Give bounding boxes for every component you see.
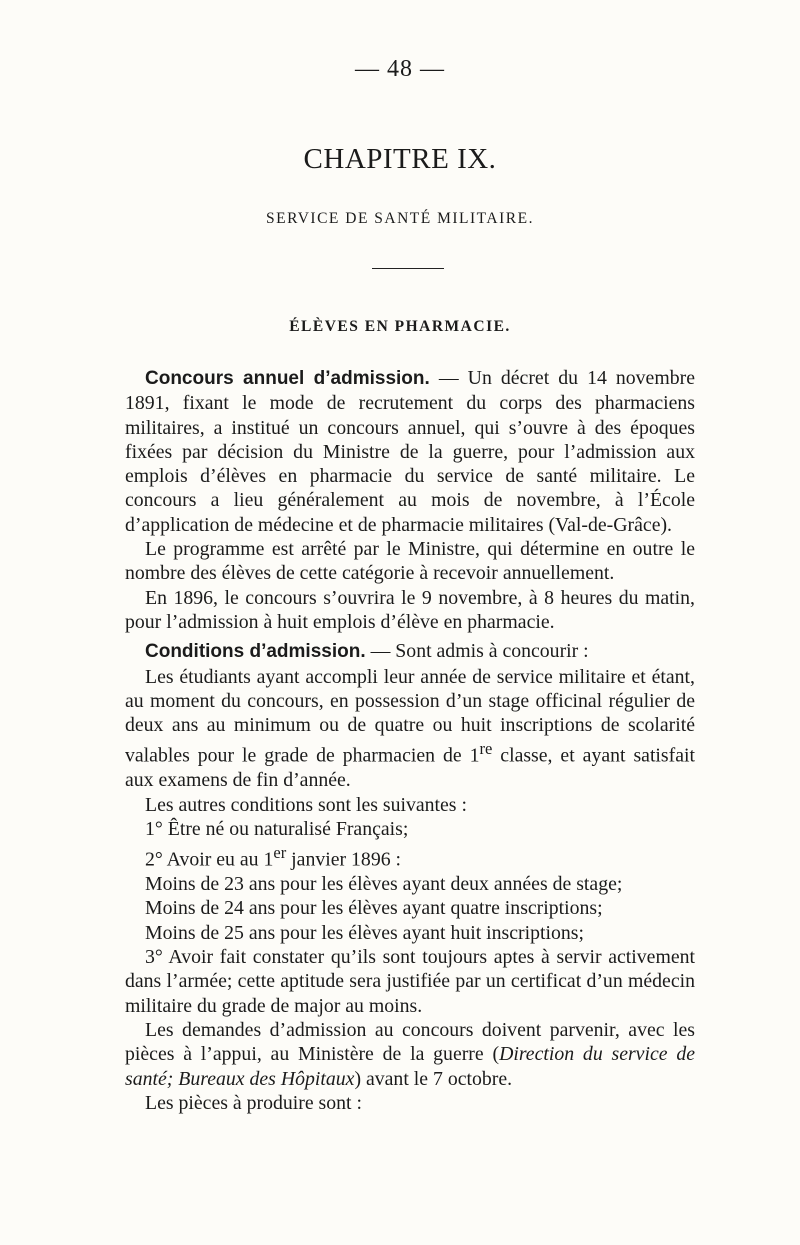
page-number: — 48 — bbox=[355, 56, 445, 82]
ordinal: 1 bbox=[469, 745, 480, 768]
paragraph-text: — Sont admis à concourir : bbox=[365, 640, 589, 663]
paragraph-date: En 1896, le concours s’ouvrira le 9 novembre, à 8 heures du matin, pour l’admission à huit emplois d’élève en pharmacie. bbox=[125, 586, 695, 633]
condition-1: 1° Être né ou naturalisé Français; bbox=[145, 817, 409, 840]
body-text bbox=[125, 366, 695, 1115]
ordinal: 1 bbox=[263, 848, 274, 871]
paragraph-programme: Le programme est arrêté par le Ministre, qui détermine en outre le nombre des élèves de cette catégorie à recevoir annuellement. bbox=[125, 538, 695, 585]
section-title: SERVICE DE SANTÉ MILITAIRE. bbox=[266, 210, 534, 227]
paragraph-text: — Un décret du 14 novembre 1891, fixant le mode de recrutement du corps des pharmaciens militaires, a institué un concours annuel, qui s’ouvre à des époques fixées par décision du Ministre de la guerre, pour l’admission aux emplois d’élèves en pharmacie du service de santé militaire. Le concours a lieu généralement au mois de novembre, à l’École d’application de médecine et de pharmacie militaires (Val-de-Grâce). bbox=[125, 367, 695, 536]
text-run: Les demandes d’admission au concours doivent parvenir, avec les pièces à l’appui, au Ministère de la guerre ( bbox=[125, 1018, 695, 1066]
italic-text: Direction du service de santé; Bureaux des Hôpitaux bbox=[125, 1043, 695, 1090]
paragraph-etudiants bbox=[125, 665, 695, 793]
paragraph-pieces: Les pièces à produire sont : bbox=[145, 1091, 362, 1114]
subsection-title: ÉLÈVES EN PHARMACIE. bbox=[289, 318, 511, 335]
text-run: Les étudiants ayant accompli leur année de service militaire et étant, au moment du concours, en possession d’un stage officinal régulier de deux ans au minimum ou de quatre ou huit inscriptions de scolarité valables pour le grade de pharmacien de bbox=[125, 665, 695, 768]
age-limit-line: Moins de 23 ans pour les élèves ayant deux années de stage; bbox=[145, 873, 623, 896]
paragraph-conditions bbox=[125, 639, 695, 664]
superscript: re bbox=[479, 739, 493, 759]
chapter-title: CHAPITRE IX. bbox=[303, 143, 497, 175]
condition-3: 3° Avoir fait constater qu’ils sont toujours aptes à servir activement dans l’armée; cette aptitude sera justifiée par un certificat d’un médecin militaire du grade de major au moins. bbox=[125, 946, 695, 1017]
text-run: 2° Avoir eu au bbox=[145, 848, 264, 871]
text-run: classe, et ayant satisfait aux examens de fin d’année. bbox=[125, 745, 695, 792]
runin-heading-conditions: Conditions d’admission. bbox=[145, 641, 366, 663]
age-limit-line: Moins de 25 ans pour les élèves ayant huit inscriptions; bbox=[145, 921, 584, 944]
paragraph-autres: Les autres conditions sont les suivantes : bbox=[145, 793, 467, 816]
age-limit-line: Moins de 24 ans pour les élèves ayant quatre inscriptions; bbox=[145, 897, 603, 920]
paragraph-concours bbox=[125, 366, 695, 537]
paragraph-demandes bbox=[125, 1018, 695, 1091]
superscript: er bbox=[273, 843, 287, 863]
condition-2 bbox=[125, 841, 695, 872]
section-divider bbox=[372, 268, 444, 269]
text-run: janvier 1896 : bbox=[286, 848, 402, 871]
runin-heading-concours: Concours annuel d’admission. bbox=[145, 368, 430, 389]
text-run: ) avant le 7 octobre. bbox=[354, 1067, 513, 1090]
